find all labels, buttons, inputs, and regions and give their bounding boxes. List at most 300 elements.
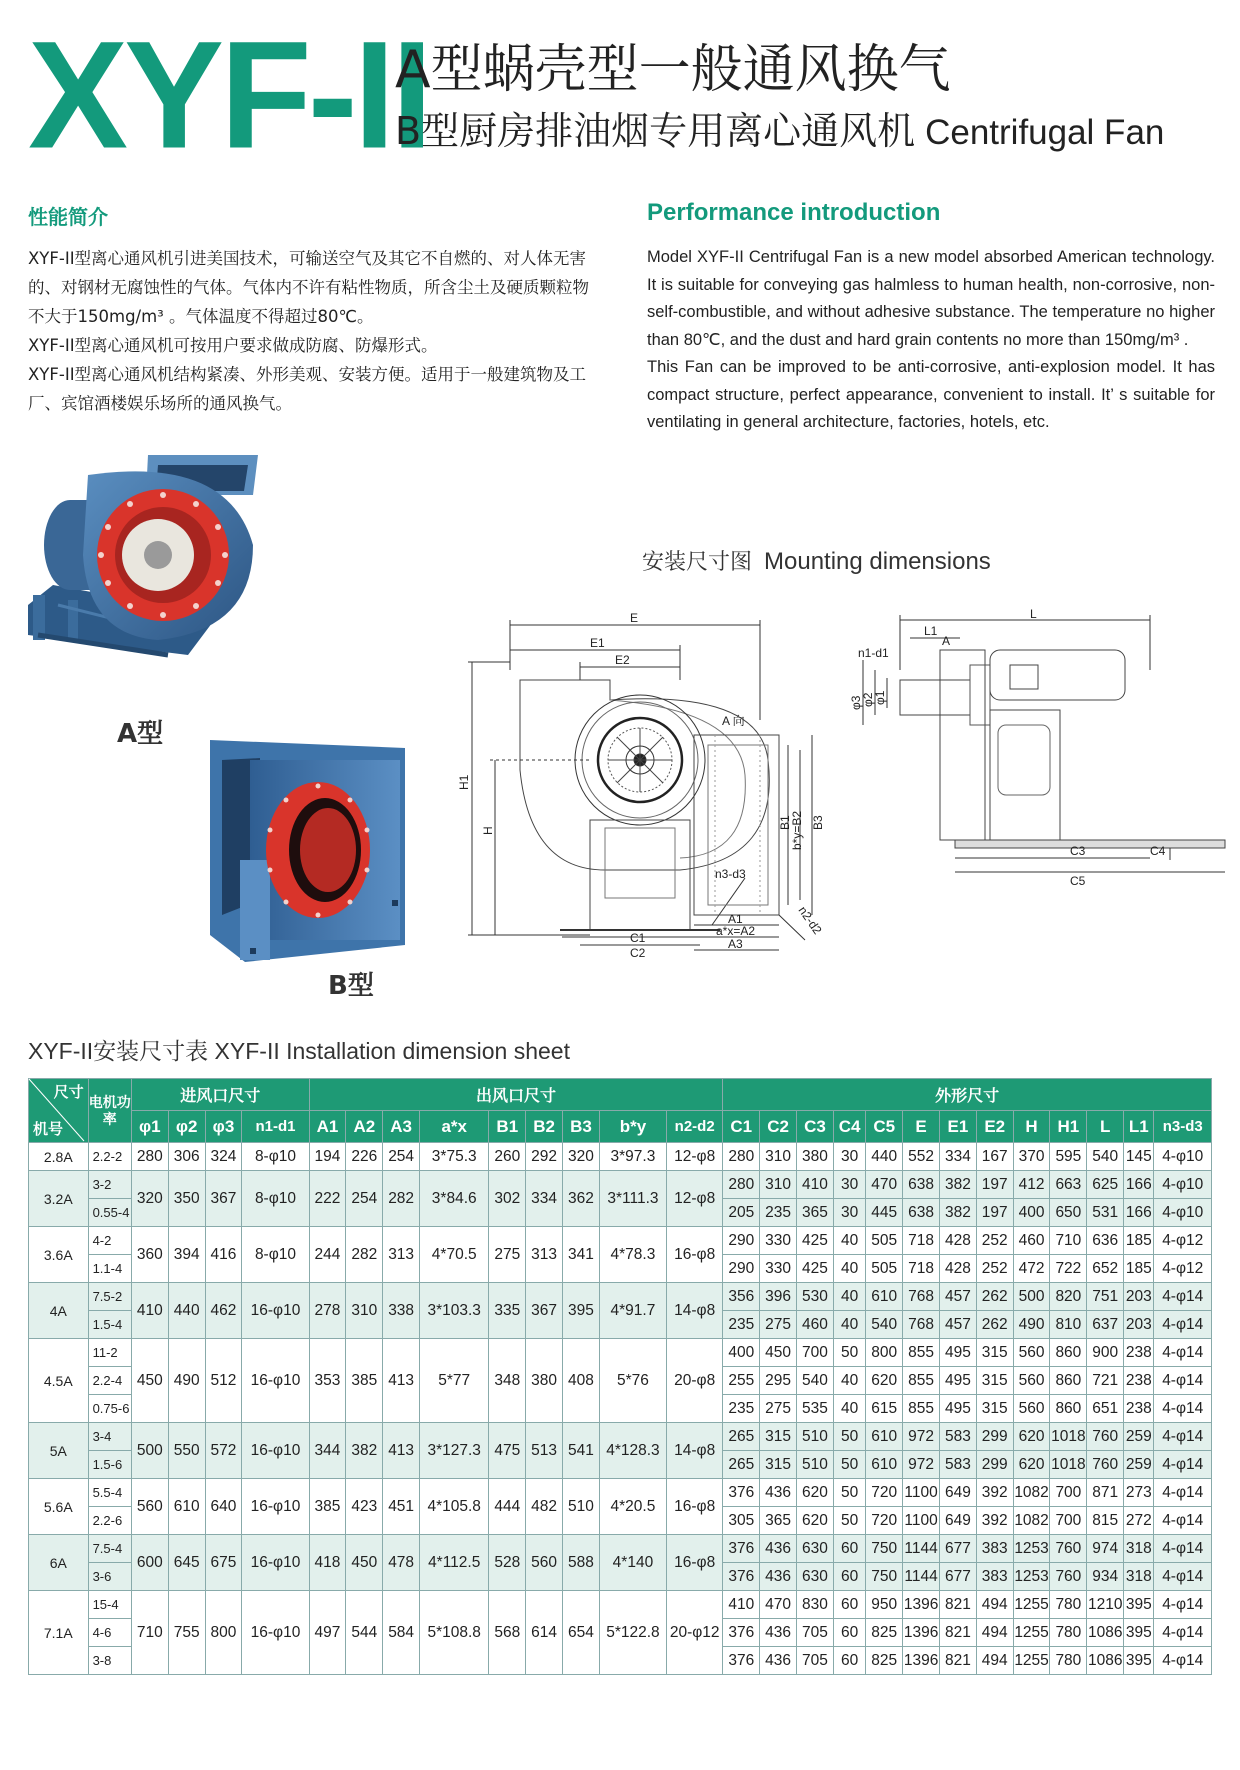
inlet-cell: 550 [168,1423,205,1479]
outlet-cell: 14-φ8 [667,1283,723,1339]
inlet-cell: 572 [205,1423,242,1479]
outline-cell: 365 [797,1199,834,1227]
column-header: L1 [1124,1111,1154,1143]
outlet-cell: 450 [346,1535,383,1591]
outlet-cell: 292 [526,1143,563,1171]
column-header: C4 [833,1111,865,1143]
outlet-cell: 260 [489,1143,526,1171]
outline-cell: 382 [939,1199,976,1227]
outline-cell: 315 [760,1451,797,1479]
outline-cell: 472 [1013,1255,1050,1283]
intro-en-text [647,244,1215,437]
outline-cell: 722 [1050,1255,1087,1283]
outline-cell: 4-φ14 [1154,1311,1212,1339]
outline-cell: 4-φ14 [1154,1395,1212,1423]
dim-label-L1: L1 [924,624,938,638]
mounting-heading-cn: 安装尺寸图 [642,550,753,575]
outline-cell: 40 [833,1311,865,1339]
motor-cell: 1.5-4 [88,1311,131,1339]
header-corner-cell [29,1079,89,1143]
motor-cell: 0.55-4 [88,1199,131,1227]
outlet-cell: 3*103.3 [420,1283,489,1339]
column-header: φ1 [131,1111,168,1143]
front-view-drawing [468,620,769,945]
title-line-1: A型蜗壳型一般通风换气 [395,40,951,100]
outline-group-header: 外形尺寸 [723,1079,1212,1111]
outlet-cell: 3*75.3 [420,1143,489,1171]
outline-cell: 855 [903,1395,940,1423]
outline-cell: 436 [760,1479,797,1507]
outlet-cell: 344 [309,1423,346,1479]
outline-cell: 4-φ14 [1154,1619,1212,1647]
outline-cell: 860 [1050,1339,1087,1367]
outlet-cell: 380 [526,1339,563,1423]
outline-cell: 750 [866,1563,903,1591]
inlet-cell: 416 [205,1227,242,1283]
outline-cell: 235 [760,1199,797,1227]
outline-cell: 166 [1124,1171,1154,1199]
outlet-cell: 588 [563,1535,600,1591]
outline-cell: 425 [797,1255,834,1283]
outline-cell: 4-φ10 [1154,1171,1212,1199]
outline-cell: 1255 [1013,1591,1050,1619]
side-view-drawing [863,615,1225,872]
outline-cell: 700 [797,1339,834,1367]
sheet-title: XYF-II安装尺寸表 XYF-II Installation dimension sheet [28,1038,570,1064]
brand-logo: XYF-II [28,8,430,181]
outline-cell: 768 [903,1283,940,1311]
outline-cell: 825 [866,1647,903,1675]
outlet-cell: 423 [346,1479,383,1535]
outlet-cell: 313 [383,1227,420,1283]
outline-cell: 860 [1050,1367,1087,1395]
outlet-cell: 334 [526,1171,563,1227]
outline-cell: 380 [797,1143,834,1171]
outlet-cell: 278 [309,1283,346,1339]
outline-cell: 203 [1124,1283,1154,1311]
outlet-cell: 14-φ8 [667,1423,723,1479]
outline-cell: 650 [1050,1199,1087,1227]
outline-cell: 972 [903,1423,940,1451]
outline-cell: 615 [866,1395,903,1423]
outline-cell: 540 [1087,1143,1124,1171]
outlet-cell: 3*111.3 [599,1171,666,1227]
outline-cell: 40 [833,1255,865,1283]
dim-label-A1: A1 [728,912,743,926]
outline-cell: 252 [976,1255,1013,1283]
outline-cell: 505 [866,1255,903,1283]
outline-cell: 815 [1087,1507,1124,1535]
outline-cell: 721 [1087,1367,1124,1395]
inlet-cell: 462 [205,1283,242,1339]
inlet-cell: 324 [205,1143,242,1171]
outline-cell: 531 [1087,1199,1124,1227]
outline-cell: 238 [1124,1339,1154,1367]
outline-cell: 315 [976,1395,1013,1423]
outline-cell: 552 [903,1143,940,1171]
inlet-cell: 710 [131,1591,168,1675]
inlet-cell: 610 [168,1479,205,1535]
outlet-cell: 16-φ8 [667,1479,723,1535]
table-row [29,1283,1212,1311]
outline-cell: 412 [1013,1171,1050,1199]
outline-cell: 318 [1124,1563,1154,1591]
dim-label-C4: C4 [1150,844,1166,858]
outlet-cell: 418 [309,1535,346,1591]
outlet-cell: 16-φ8 [667,1535,723,1591]
outlet-cell: 12-φ8 [667,1143,723,1171]
outline-cell: 610 [866,1423,903,1451]
outline-cell: 1018 [1050,1451,1087,1479]
outline-cell: 495 [939,1367,976,1395]
motor-cell: 3-4 [88,1423,131,1451]
type-a-label: A型 [117,719,164,749]
motor-power-header: 电机功率 [88,1079,131,1143]
outline-cell: 60 [833,1535,865,1563]
outline-cell: 494 [976,1591,1013,1619]
outlet-cell: 302 [489,1171,526,1227]
outline-cell: 330 [760,1227,797,1255]
outline-cell: 649 [939,1507,976,1535]
outline-cell: 4-φ14 [1154,1283,1212,1311]
dim-label-E1: E1 [590,636,605,650]
intro-cn-paragraph: XYF-II型离心通风机结构紧凑、外形美观、安装方便。适用于一般建筑物及工厂、宾馆酒楼娱乐场所的通风换气。 [28,365,587,413]
intro-cn-paragraph: XYF-II型离心通风机可按用户要求做成防腐、防爆形式。 [28,336,438,355]
inlet-cell: 800 [205,1591,242,1675]
outlet-cell: 353 [309,1339,346,1423]
column-header: n2-d2 [667,1111,723,1143]
outline-cell: 855 [903,1367,940,1395]
outline-cell: 315 [976,1339,1013,1367]
outlet-cell: 478 [383,1535,420,1591]
outline-cell: 610 [866,1451,903,1479]
inlet-cell: 645 [168,1535,205,1591]
outlet-cell: 544 [346,1591,383,1675]
intro-en-heading: Performance introduction [647,199,941,226]
motor-cell: 11-2 [88,1339,131,1367]
column-header: E1 [939,1111,976,1143]
outline-cell: 400 [1013,1199,1050,1227]
outlet-cell: 310 [346,1283,383,1339]
dim-label-L: L [1030,607,1037,621]
outline-cell: 800 [866,1339,903,1367]
outlet-cell: 482 [526,1479,563,1535]
outline-cell: 1082 [1013,1479,1050,1507]
dim-label-C1: C1 [630,931,646,945]
outlet-cell: 510 [563,1479,600,1535]
outlet-cell: 4*105.8 [420,1479,489,1535]
outline-cell: 50 [833,1451,865,1479]
motor-cell: 3-8 [88,1647,131,1675]
table-body [29,1143,1212,1675]
outline-cell: 376 [723,1619,760,1647]
dimension-table [28,1078,1212,1675]
outline-cell: 280 [723,1143,760,1171]
outline-cell: 535 [797,1395,834,1423]
outline-cell: 583 [939,1451,976,1479]
outline-cell: 315 [760,1423,797,1451]
outline-cell: 428 [939,1227,976,1255]
outline-cell: 262 [976,1283,1013,1311]
column-header: φ3 [205,1111,242,1143]
outline-cell: 1396 [903,1647,940,1675]
outline-cell: 376 [723,1563,760,1591]
column-header: E [903,1111,940,1143]
outline-cell: 620 [797,1507,834,1535]
outline-cell: 262 [976,1311,1013,1339]
outline-cell: 760 [1087,1451,1124,1479]
outlet-cell: 275 [489,1227,526,1283]
outline-cell: 810 [1050,1311,1087,1339]
mounting-heading-en: Mounting dimensions [764,548,991,575]
outline-cell: 425 [797,1227,834,1255]
outline-cell: 677 [939,1535,976,1563]
column-header: B3 [563,1111,600,1143]
outlet-cell: 413 [383,1339,420,1423]
motor-cell: 4-2 [88,1227,131,1255]
outline-cell: 265 [723,1451,760,1479]
column-header: L [1087,1111,1124,1143]
outline-cell: 821 [939,1647,976,1675]
inlet-cell: 490 [168,1339,205,1423]
outline-cell: 700 [1050,1479,1087,1507]
outline-cell: 825 [866,1619,903,1647]
title-line-2-cn: B型厨房排油烟专用离心通风机 [395,109,916,153]
outline-cell: 821 [939,1591,976,1619]
outline-cell: 768 [903,1311,940,1339]
outlet-cell: 313 [526,1227,563,1283]
outline-cell: 50 [833,1423,865,1451]
column-header: C1 [723,1111,760,1143]
title-line-2 [395,106,1164,158]
outline-cell: 428 [939,1255,976,1283]
outlet-cell: 12-φ8 [667,1171,723,1227]
outline-cell: 259 [1124,1423,1154,1451]
intro-cn-text [28,244,598,418]
outline-cell: 436 [760,1647,797,1675]
inlet-cell: 8-φ10 [242,1171,309,1227]
outline-cell: 365 [760,1507,797,1535]
outline-cell: 167 [976,1143,1013,1171]
outline-cell: 1018 [1050,1423,1087,1451]
dim-label-n2d2: n2-d2 [795,903,825,937]
corner-bottom-label: 机号 [33,1121,64,1138]
outlet-cell: 497 [309,1591,346,1675]
outlet-cell: 4*91.7 [599,1283,666,1339]
inlet-cell: 8-φ10 [242,1143,309,1171]
table-header-row-1 [29,1079,1212,1111]
outline-cell: 392 [976,1507,1013,1535]
outlet-cell: 654 [563,1591,600,1675]
outline-cell: 4-φ14 [1154,1367,1212,1395]
intro-en-paragraph: Model XYF-II Centrifugal Fan is a new model absorbed American technology. It is suitable for conveying gas halmless to human health, non-corrosive, non-self-combustible, and without adhesive substance. The temperature no higher than 80℃, and the dust and hard grain contents no more than 150mg/m³ . [647,248,1215,349]
outline-cell: 275 [760,1395,797,1423]
outline-cell: 560 [1013,1339,1050,1367]
outline-cell: 252 [976,1227,1013,1255]
outline-cell: 60 [833,1647,865,1675]
outline-cell: 50 [833,1479,865,1507]
dim-label-C2: C2 [630,946,646,960]
outline-cell: 290 [723,1227,760,1255]
outline-cell: 445 [866,1199,903,1227]
outline-cell: 30 [833,1199,865,1227]
model-cell: 4A [29,1283,89,1339]
inlet-cell: 640 [205,1479,242,1535]
outline-cell: 1144 [903,1563,940,1591]
outlet-cell: 20-φ12 [667,1591,723,1675]
motor-cell: 15-4 [88,1591,131,1619]
outline-cell: 4-φ14 [1154,1535,1212,1563]
dim-label-a-direction: A 向 [722,714,745,728]
outline-cell: 382 [939,1171,976,1199]
inlet-cell: 755 [168,1591,205,1675]
outline-cell: 410 [797,1171,834,1199]
outline-cell: 583 [939,1423,976,1451]
outlet-cell: 5*108.8 [420,1591,489,1675]
outline-cell: 4-φ10 [1154,1199,1212,1227]
outline-cell: 1396 [903,1619,940,1647]
outlet-cell: 614 [526,1591,563,1675]
outline-cell: 871 [1087,1479,1124,1507]
outline-cell: 637 [1087,1311,1124,1339]
outline-cell: 1100 [903,1507,940,1535]
outlet-cell: 560 [526,1535,563,1591]
outline-cell: 470 [760,1591,797,1619]
outline-cell: 370 [1013,1143,1050,1171]
outlet-cell: 568 [489,1591,526,1675]
inlet-cell: 360 [131,1227,168,1283]
outline-cell: 4-φ12 [1154,1227,1212,1255]
dim-label-byB2: b*y=B2 [790,810,804,850]
outline-cell: 595 [1050,1143,1087,1171]
outline-cell: 638 [903,1199,940,1227]
model-cell: 2.8A [29,1143,89,1171]
outline-cell: 855 [903,1339,940,1367]
outline-cell: 560 [1013,1367,1050,1395]
dim-label-n3d3: n3-d3 [715,867,746,881]
outlet-cell: 541 [563,1423,600,1479]
column-header: n1-d1 [242,1111,309,1143]
outline-cell: 4-φ14 [1154,1591,1212,1619]
outline-cell: 638 [903,1171,940,1199]
outline-cell: 395 [1124,1591,1154,1619]
outlet-cell: 408 [563,1339,600,1423]
model-cell: 3.2A [29,1171,89,1227]
outlet-cell: 20-φ8 [667,1339,723,1423]
outline-cell: 197 [976,1199,1013,1227]
inlet-cell: 560 [131,1479,168,1535]
fan-type-b-image [210,740,410,965]
outline-cell: 356 [723,1283,760,1311]
outline-cell: 4-φ14 [1154,1423,1212,1451]
motor-cell: 2.2-6 [88,1507,131,1535]
inlet-cell: 16-φ10 [242,1283,309,1339]
table-row [29,1479,1212,1507]
outline-cell: 203 [1124,1311,1154,1339]
outline-cell: 310 [760,1171,797,1199]
table-row [29,1143,1212,1171]
outlet-cell: 528 [489,1535,526,1591]
outline-cell: 4-φ14 [1154,1647,1212,1675]
outlet-cell: 362 [563,1171,600,1227]
outlet-cell: 341 [563,1227,600,1283]
outline-cell: 510 [797,1423,834,1451]
motor-cell: 3-2 [88,1171,131,1199]
outline-cell: 974 [1087,1535,1124,1563]
outline-cell: 4-φ14 [1154,1507,1212,1535]
motor-cell: 3-6 [88,1563,131,1591]
outlet-cell: 5*76 [599,1339,666,1423]
outline-cell: 705 [797,1647,834,1675]
outline-cell: 972 [903,1451,940,1479]
outline-cell: 820 [1050,1283,1087,1311]
inlet-cell: 280 [131,1143,168,1171]
outline-cell: 530 [797,1283,834,1311]
model-cell: 5.6A [29,1479,89,1535]
column-header: H [1013,1111,1050,1143]
outline-cell: 1253 [1013,1535,1050,1563]
outlet-cell: 4*78.3 [599,1227,666,1283]
outlet-cell: 194 [309,1143,346,1171]
outline-cell: 60 [833,1563,865,1591]
table-row [29,1591,1212,1619]
motor-cell: 0.75-6 [88,1395,131,1423]
model-cell: 5A [29,1423,89,1479]
table-row [29,1535,1212,1563]
outline-cell: 273 [1124,1479,1154,1507]
outlet-cell: 348 [489,1339,526,1423]
outline-cell: 30 [833,1143,865,1171]
type-b-label: B型 [328,971,374,1001]
dim-label-E: E [630,611,639,625]
outline-cell: 185 [1124,1255,1154,1283]
outline-cell: 950 [866,1591,903,1619]
outline-cell: 436 [760,1535,797,1563]
outlet-cell: 385 [346,1339,383,1423]
outline-cell: 235 [723,1311,760,1339]
outline-cell: 620 [797,1479,834,1507]
outline-cell: 780 [1050,1619,1087,1647]
outline-cell: 636 [1087,1227,1124,1255]
outline-cell: 1100 [903,1479,940,1507]
dim-label-H: H [481,826,495,835]
outline-cell: 560 [1013,1395,1050,1423]
inlet-cell: 16-φ10 [242,1339,309,1423]
outline-cell: 677 [939,1563,976,1591]
motor-cell: 4-6 [88,1619,131,1647]
mounting-heading [642,545,991,576]
model-cell: 3.6A [29,1227,89,1283]
outline-cell: 610 [866,1283,903,1311]
dim-label-B3: B3 [811,815,825,830]
column-header: A2 [346,1111,383,1143]
inlet-cell: 16-φ10 [242,1479,309,1535]
dim-label-axA2: a*x=A2 [716,924,756,938]
inlet-cell: 410 [131,1283,168,1339]
outlet-cell: 282 [346,1227,383,1283]
motor-cell: 5.5-4 [88,1479,131,1507]
outline-cell: 1144 [903,1535,940,1563]
outline-cell: 630 [797,1563,834,1591]
outline-cell: 470 [866,1171,903,1199]
outline-cell: 275 [760,1311,797,1339]
outline-cell: 500 [1013,1283,1050,1311]
inlet-cell: 8-φ10 [242,1227,309,1283]
outline-cell: 376 [723,1535,760,1563]
outlet-cell: 382 [346,1423,383,1479]
corner-top-label: 尺寸 [53,1084,84,1101]
outlet-cell: 254 [383,1143,420,1171]
